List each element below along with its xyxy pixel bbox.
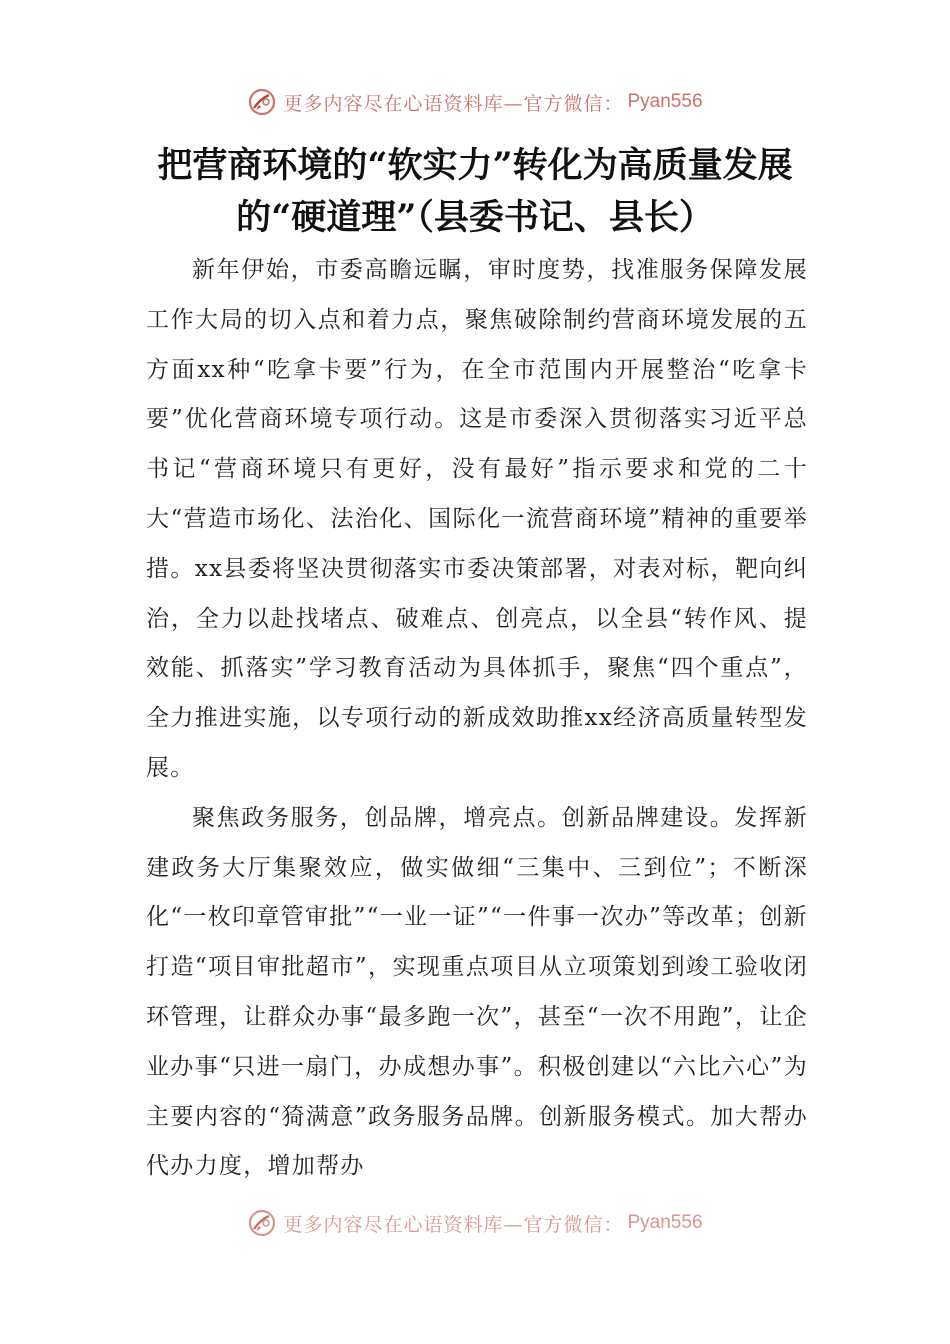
watermark-footer bbox=[0, 1203, 950, 1243]
document-title: 把营商环境的“软实力”转化为高质量发展的“硬道理”（县委书记、县长） bbox=[157, 145, 793, 238]
paragraph: 聚焦政务服务，创品牌，增亮点。创新品牌建设。发挥新建政务大厅集聚效应，做实做细“三集中、三到位”；不断深化“一枚印章管审批”“一业一证”“一件事一次办”等改革；创新打造“项目审批超市”，实现重点项目从立项策划到竣工验收闭环管理，让群众办事“最多跑一次”，甚至“一次不用跑”，让企业办事“只进一扇门，办成想办事”。积极创建以“六比六心”为主要内容的“猗满意”政务服务品牌。创新服务模式。加大帮办代办力度，增加帮办 bbox=[146, 804, 808, 1180]
paragraph: 新年伊始，市委高瞻远瞩，审时度势，找准服务保障发展工作大局的切入点和着力点，聚焦破除制约营商环境发展的五方面xx种“吃拿卡要”行为，在全市范围内开展整治“吃拿卡要”优化营商环境专项行动。这是市委深入贯彻落实习近平总书记“营商环境只有更好，没有最好”指示要求和党的二十大“营造市场化、法治化、国际化一流营商环境”精神的重要举措。xx县委将坚决贯彻落实市委决策部署，对表对标，靶向纠治，全力以赴找堵点、破难点、创亮点，以全县“转作风、提效能、抓落实”学习教育活动为具体抓手，聚焦“四个重点”，全力推进实施，以专项行动的新成效助推xx经济高质量转型发展。 bbox=[146, 257, 808, 781]
watermark-text: 更多内容尽在心语资料库—官方微信： bbox=[283, 1213, 624, 1236]
document-body bbox=[146, 246, 808, 1192]
pen-logo-icon bbox=[247, 87, 277, 117]
wechat-id: Pyan556 bbox=[627, 1212, 703, 1233]
watermark-header bbox=[0, 82, 950, 122]
wechat-id: Pyan556 bbox=[627, 91, 703, 112]
pen-logo-icon bbox=[247, 1208, 277, 1238]
watermark-text: 更多内容尽在心语资料库—官方微信： bbox=[283, 92, 624, 115]
